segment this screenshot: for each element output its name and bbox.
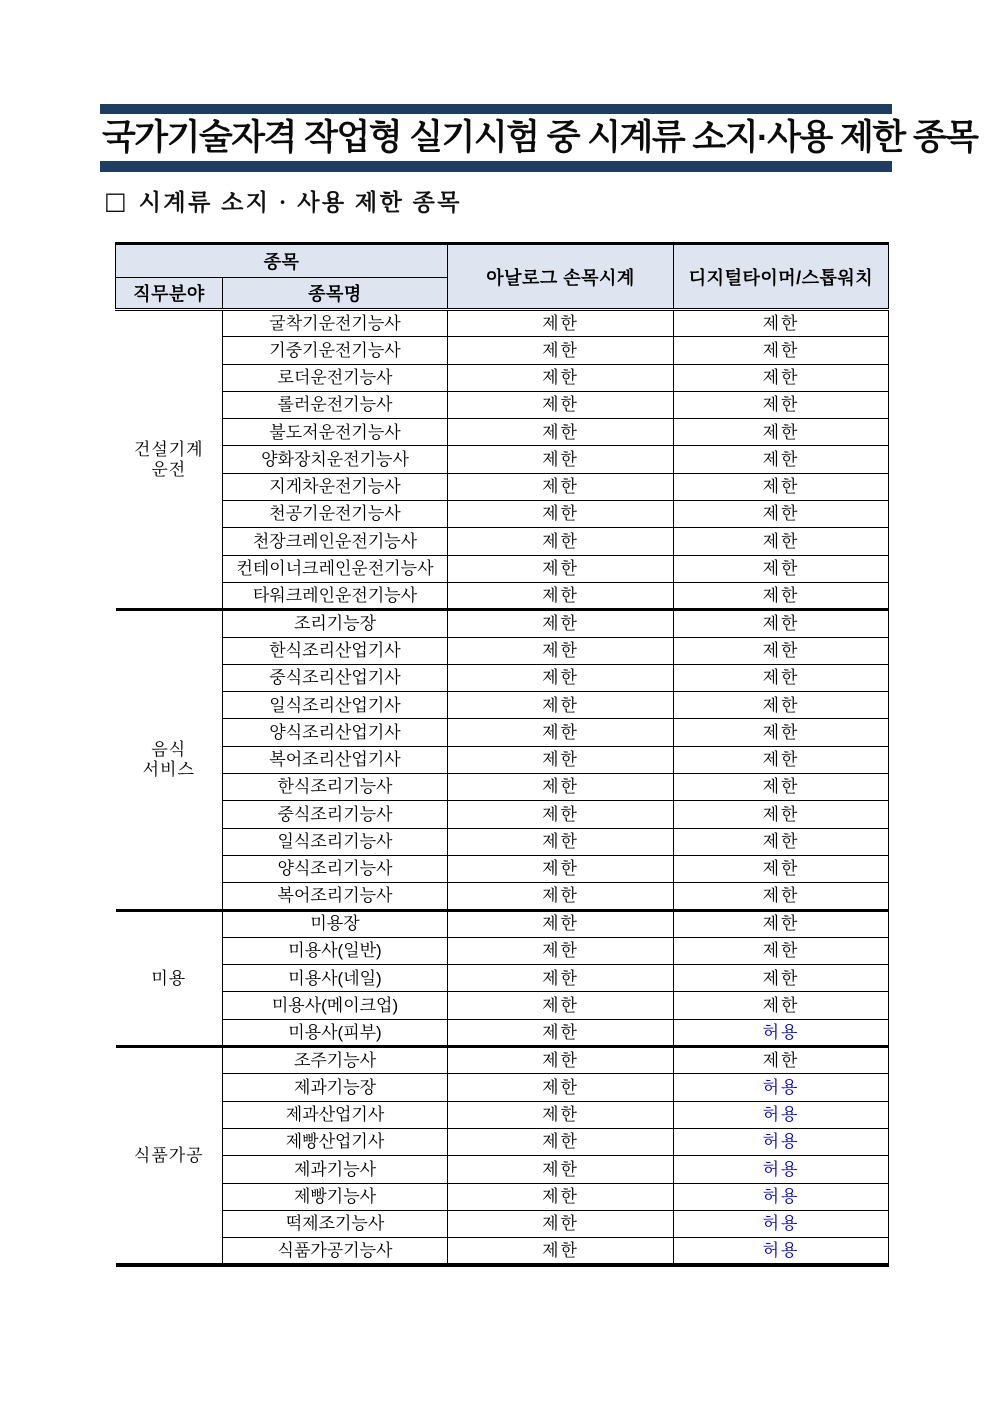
item-name-cell: 컨테이너크레인운전기능사 bbox=[223, 555, 448, 582]
job-field-cell: 음식 서비스 bbox=[116, 610, 223, 910]
item-name-cell: 떡제조기능사 bbox=[223, 1210, 448, 1237]
analog-restriction-cell: 제한 bbox=[448, 937, 674, 964]
digital-restriction-cell: 제한 bbox=[674, 391, 889, 418]
table-row bbox=[116, 528, 889, 555]
table-row bbox=[116, 1074, 889, 1101]
header-analog-watch: 아날로그 손목시계 bbox=[448, 244, 674, 310]
analog-restriction-cell: 제한 bbox=[448, 664, 674, 691]
analog-restriction-cell: 제한 bbox=[448, 582, 674, 609]
analog-restriction-cell: 제한 bbox=[448, 910, 674, 937]
analog-restriction-cell: 제한 bbox=[448, 473, 674, 500]
item-name-cell: 미용사(메이크업) bbox=[223, 992, 448, 1019]
table-row bbox=[116, 391, 889, 418]
table-row bbox=[116, 801, 889, 828]
restriction-table bbox=[115, 242, 889, 1267]
table-row bbox=[116, 1128, 889, 1155]
analog-restriction-cell: 제한 bbox=[448, 1019, 674, 1046]
item-name-cell: 미용장 bbox=[223, 910, 448, 937]
table-row bbox=[116, 1047, 889, 1074]
item-name-cell: 양식조리산업기사 bbox=[223, 719, 448, 746]
header-job-field: 직무분야 bbox=[116, 278, 223, 310]
item-name-cell: 제과기능사 bbox=[223, 1156, 448, 1183]
analog-restriction-cell: 제한 bbox=[448, 1074, 674, 1101]
table-row bbox=[116, 337, 889, 364]
analog-restriction-cell: 제한 bbox=[448, 1183, 674, 1210]
table-row bbox=[116, 965, 889, 992]
item-name-cell: 제빵기능사 bbox=[223, 1183, 448, 1210]
analog-restriction-cell: 제한 bbox=[448, 1128, 674, 1155]
analog-restriction-cell: 제한 bbox=[448, 746, 674, 773]
analog-restriction-cell: 제한 bbox=[448, 446, 674, 473]
item-name-cell: 일식조리기능사 bbox=[223, 828, 448, 855]
table-row bbox=[116, 501, 889, 528]
digital-restriction-cell: 제한 bbox=[674, 965, 889, 992]
analog-restriction-cell: 제한 bbox=[448, 364, 674, 391]
analog-restriction-cell: 제한 bbox=[448, 555, 674, 582]
digital-restriction-cell: 허용 bbox=[674, 1183, 889, 1210]
digital-restriction-cell: 허용 bbox=[674, 1019, 889, 1046]
table-row bbox=[116, 1156, 889, 1183]
table-row bbox=[116, 910, 889, 937]
analog-restriction-cell: 제한 bbox=[448, 501, 674, 528]
digital-restriction-cell: 제한 bbox=[674, 446, 889, 473]
table-header bbox=[116, 244, 889, 310]
digital-restriction-cell: 제한 bbox=[674, 855, 889, 882]
analog-restriction-cell: 제한 bbox=[448, 1101, 674, 1128]
digital-restriction-cell: 제한 bbox=[674, 610, 889, 637]
digital-restriction-cell: 제한 bbox=[674, 910, 889, 937]
analog-restriction-cell: 제한 bbox=[448, 337, 674, 364]
table-row bbox=[116, 1183, 889, 1210]
table-row bbox=[116, 774, 889, 801]
analog-restriction-cell: 제한 bbox=[448, 801, 674, 828]
analog-restriction-cell: 제한 bbox=[448, 965, 674, 992]
item-name-cell: 기중기운전기능사 bbox=[223, 337, 448, 364]
table-row bbox=[116, 637, 889, 664]
item-name-cell: 일식조리산업기사 bbox=[223, 692, 448, 719]
analog-restriction-cell: 제한 bbox=[448, 391, 674, 418]
item-name-cell: 천장크레인운전기능사 bbox=[223, 528, 448, 555]
digital-restriction-cell: 제한 bbox=[674, 937, 889, 964]
analog-restriction-cell: 제한 bbox=[448, 528, 674, 555]
item-name-cell: 한식조리산업기사 bbox=[223, 637, 448, 664]
table-row bbox=[116, 473, 889, 500]
digital-restriction-cell: 제한 bbox=[674, 828, 889, 855]
table-row bbox=[116, 1019, 889, 1046]
digital-restriction-cell: 제한 bbox=[674, 692, 889, 719]
table-row bbox=[116, 310, 889, 337]
digital-restriction-cell: 허용 bbox=[674, 1156, 889, 1183]
analog-restriction-cell: 제한 bbox=[448, 692, 674, 719]
analog-restriction-cell: 제한 bbox=[448, 637, 674, 664]
table-row bbox=[116, 937, 889, 964]
job-field-cell: 건설기계 운전 bbox=[116, 310, 223, 610]
restriction-table-body bbox=[116, 310, 889, 1265]
table-row bbox=[116, 828, 889, 855]
square-bullet-icon: □ bbox=[104, 186, 127, 215]
item-name-cell: 천공기운전기능사 bbox=[223, 501, 448, 528]
item-name-cell: 미용사(일반) bbox=[223, 937, 448, 964]
digital-restriction-cell: 제한 bbox=[674, 883, 889, 910]
digital-restriction-cell: 허용 bbox=[674, 1074, 889, 1101]
item-name-cell: 중식조리산업기사 bbox=[223, 664, 448, 691]
analog-restriction-cell: 제한 bbox=[448, 610, 674, 637]
job-field-cell: 미용 bbox=[116, 910, 223, 1046]
item-name-cell: 조리기능장 bbox=[223, 610, 448, 637]
analog-restriction-cell: 제한 bbox=[448, 1047, 674, 1074]
item-name-cell: 한식조리기능사 bbox=[223, 774, 448, 801]
digital-restriction-cell: 제한 bbox=[674, 555, 889, 582]
digital-restriction-cell: 제한 bbox=[674, 801, 889, 828]
digital-restriction-cell: 제한 bbox=[674, 364, 889, 391]
header-digital-timer: 디지털타이머/스톱워치 bbox=[674, 244, 889, 310]
page-title: 국가기술자격 작업형 실기시험 중 시계류 소지·사용 제한 종목 bbox=[102, 118, 978, 157]
table-row bbox=[116, 610, 889, 637]
digital-restriction-cell: 제한 bbox=[674, 528, 889, 555]
table-row bbox=[116, 555, 889, 582]
analog-restriction-cell: 제한 bbox=[448, 719, 674, 746]
item-name-cell: 복어조리산업기사 bbox=[223, 746, 448, 773]
table-row bbox=[116, 855, 889, 882]
table-row bbox=[116, 664, 889, 691]
document-title-banner bbox=[100, 104, 978, 172]
header-group: 종목 bbox=[116, 244, 448, 278]
item-name-cell: 불도저운전기능사 bbox=[223, 419, 448, 446]
item-name-cell: 제과산업기사 bbox=[223, 1101, 448, 1128]
item-name-cell: 조주기능사 bbox=[223, 1047, 448, 1074]
table-row bbox=[116, 692, 889, 719]
digital-restriction-cell: 제한 bbox=[674, 1047, 889, 1074]
analog-restriction-cell: 제한 bbox=[448, 1156, 674, 1183]
digital-restriction-cell: 허용 bbox=[674, 1210, 889, 1237]
analog-restriction-cell: 제한 bbox=[448, 992, 674, 1019]
analog-restriction-cell: 제한 bbox=[448, 1210, 674, 1237]
item-name-cell: 타워크레인운전기능사 bbox=[223, 582, 448, 609]
item-name-cell: 복어조리기능사 bbox=[223, 883, 448, 910]
table-row bbox=[116, 446, 889, 473]
digital-restriction-cell: 제한 bbox=[674, 774, 889, 801]
header-row-top bbox=[116, 244, 889, 278]
item-name-cell: 로더운전기능사 bbox=[223, 364, 448, 391]
digital-restriction-cell: 제한 bbox=[674, 501, 889, 528]
item-name-cell: 양화장치운전기능사 bbox=[223, 446, 448, 473]
analog-restriction-cell: 제한 bbox=[448, 855, 674, 882]
digital-restriction-cell: 허용 bbox=[674, 1128, 889, 1155]
analog-restriction-cell: 제한 bbox=[448, 419, 674, 446]
table-row bbox=[116, 1238, 889, 1265]
item-name-cell: 지게차운전기능사 bbox=[223, 473, 448, 500]
item-name-cell: 제과기능장 bbox=[223, 1074, 448, 1101]
digital-restriction-cell: 제한 bbox=[674, 419, 889, 446]
item-name-cell: 롤러운전기능사 bbox=[223, 391, 448, 418]
analog-restriction-cell: 제한 bbox=[448, 310, 674, 337]
table-row bbox=[116, 746, 889, 773]
table-row bbox=[116, 419, 889, 446]
digital-restriction-cell: 제한 bbox=[674, 582, 889, 609]
digital-restriction-cell: 제한 bbox=[674, 746, 889, 773]
digital-restriction-cell: 허용 bbox=[674, 1238, 889, 1265]
item-name-cell: 양식조리기능사 bbox=[223, 855, 448, 882]
section-heading bbox=[104, 184, 462, 217]
table-row bbox=[116, 883, 889, 910]
table-row bbox=[116, 1210, 889, 1237]
table-row bbox=[116, 364, 889, 391]
digital-restriction-cell: 제한 bbox=[674, 473, 889, 500]
digital-restriction-cell: 허용 bbox=[674, 1101, 889, 1128]
digital-restriction-cell: 제한 bbox=[674, 337, 889, 364]
analog-restriction-cell: 제한 bbox=[448, 883, 674, 910]
header-item-name: 종목명 bbox=[223, 278, 448, 310]
table-row bbox=[116, 719, 889, 746]
section-heading-text: 시계류 소지 · 사용 제한 종목 bbox=[138, 190, 463, 215]
job-field-cell: 식품가공 bbox=[116, 1047, 223, 1265]
item-name-cell: 미용사(네일) bbox=[223, 965, 448, 992]
table-row bbox=[116, 1101, 889, 1128]
item-name-cell: 중식조리기능사 bbox=[223, 801, 448, 828]
item-name-cell: 식품가공기능사 bbox=[223, 1238, 448, 1265]
digital-restriction-cell: 제한 bbox=[674, 637, 889, 664]
table-row bbox=[116, 582, 889, 609]
digital-restriction-cell: 제한 bbox=[674, 664, 889, 691]
digital-restriction-cell: 제한 bbox=[674, 310, 889, 337]
item-name-cell: 제빵산업기사 bbox=[223, 1128, 448, 1155]
table-row bbox=[116, 992, 889, 1019]
analog-restriction-cell: 제한 bbox=[448, 1238, 674, 1265]
analog-restriction-cell: 제한 bbox=[448, 774, 674, 801]
item-name-cell: 굴착기운전기능사 bbox=[223, 310, 448, 337]
analog-restriction-cell: 제한 bbox=[448, 828, 674, 855]
item-name-cell: 미용사(피부) bbox=[223, 1019, 448, 1046]
digital-restriction-cell: 제한 bbox=[674, 992, 889, 1019]
digital-restriction-cell: 제한 bbox=[674, 719, 889, 746]
